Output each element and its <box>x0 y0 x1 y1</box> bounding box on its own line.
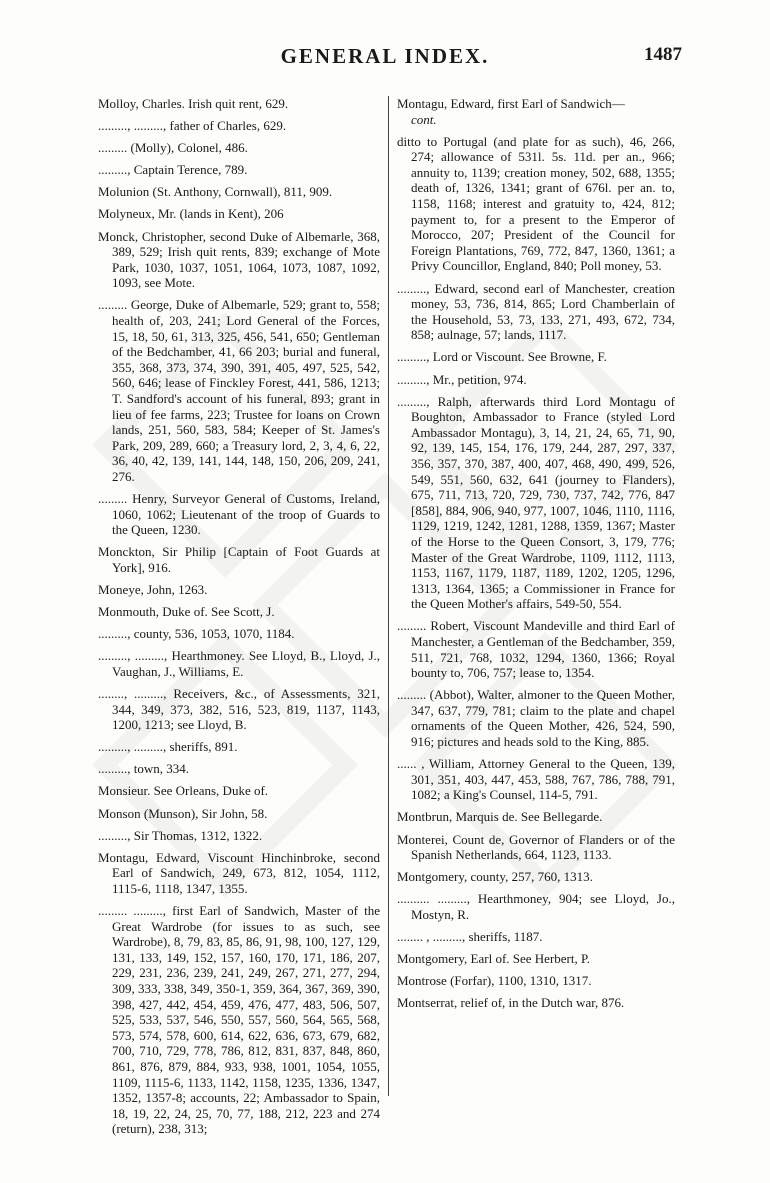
index-entry: Montgomery, county, 257, 760, 1313. <box>397 869 593 885</box>
index-entry: Monterei, Count de, Governor of Flanders or of the Spanish Netherlands, 664, 1123, 1133. <box>397 831 675 863</box>
index-entry: Molyneux, Mr. (lands in Kent), 206 <box>98 206 284 222</box>
index-entry: ........., Captain Terence, 789. <box>98 162 248 178</box>
index-entry: Montrose (Forfar), 1100, 1310, 1317. <box>397 973 592 989</box>
page-title: GENERAL INDEX. <box>280 44 490 68</box>
index-entry: Montgomery, Earl of. See Herbert, P. <box>397 951 591 967</box>
index-entry: .......... ........., Hearthmoney, 904; see Lloyd, Jo., Mostyn, R. <box>397 891 675 922</box>
index-entry: ......... ........., first Earl of Sandwich, Master of the Great Wardrobe (for issues to as such, see Wardrobe), 8, 79, 83, 85, 86, 91, 98, 100, 127, 129, 131, 133, 149, 152, 157, 160, 170, 171, 186, 207, 229, 231, 236, 239, 241, 249, 267, 271, 277, 294, 309, 333, 338, 349, 350-1, 359, 364, 367, 369, 390, 398, 427, 442, 454, 459, 476, 477, 483, 506, 507, 525, 533, 537, 546, 550, 557, 560, 564, 565, 568, 573, 574, 578, 600, 614, 622, 636, 673, 679, 682, 700, 710, 729, 778, 786, 812, 831, 837, 848, 860, 861, 876, 879, 884, 933, 938, 1001, 1054, 1055, 1109, 1115-6, 1133, 1142, 1158, 1235, 1336, 1347, 1352, 1357-8; accounts, 22; Ambassador to Spain, 18, 19, 22, 24, 25, 70, 77, 188, 212, 223 and 274 (return), 238, 313; <box>98 903 380 1137</box>
index-entry: ........., Sir Thomas, 1312, 1322. <box>98 827 263 843</box>
index-entry: Monson (Munson), Sir John, 58. <box>98 805 268 821</box>
index-entry: ........., Lord or Viscount. See Browne, F. <box>397 349 607 365</box>
index-entry: ........, ........., Receivers, &c., of Assessments, 321, 344, 349, 373, 382, 516, 523, 819, 1137, 1143, 1200, 1213; see Lloyd, B. <box>98 686 380 733</box>
index-entry: Monck, Christopher, second Duke of Albemarle, 368, 389, 529; Irish quit rents, 839; exchange of Mote Park, 1030, 1037, 1051, 1064, 1073, 1087, 1092, 1093, see Mote. <box>98 228 380 291</box>
index-entry: ......... Robert, Viscount Mandeville and third Earl of Manchester, a Gentleman of the Bedchamber, 359, 511, 721, 768, 1032, 1294, 1360, 1366; Royal bounty to, 706, 757; lease to, 1354. <box>397 618 675 681</box>
index-entry: ........., town, 334. <box>98 761 189 777</box>
page-number: 1487 <box>644 44 682 65</box>
index-entry: ........., ........., Hearthmoney. See Lloyd, B., Lloyd, J., Vaughan, J., Williams, E. <box>98 648 380 679</box>
index-entry: ...... , William, Attorney General to the Queen, 139, 301, 351, 403, 447, 453, 588, 767, 786, 788, 791, 1082; a King's Counsel, 114-5, 791. <box>397 756 675 803</box>
index-entry: ........., Edward, second earl of Manchester, creation money, 53, 736, 814, 865; Lord Chamberlain of the Household, 53, 73, 133, 271, 493, 672, 734, 858; aulnage, 57; lands, 1117. <box>397 280 675 343</box>
index-entry: Montbrun, Marquis de. See Bellegarde. <box>397 809 603 825</box>
index-entry: ......... (Molly), Colonel, 486. <box>98 140 248 156</box>
index-entry: ........., Mr., petition, 974. <box>397 371 527 387</box>
index-entry: ditto to Portugal (and plate for as such), 46, 266, 274; allowance of 531l. 5s. 11d. per an., 966; annuity to, 1139; creation money, 502, 688, 1355; death of, 1326, 1341; grant of 676l. per an. to, 1158, 1168; interest and gratuity to, 424, 812; payment to, for a present to the Emperor of Morocco, 207; President of the Council for Foreign Plantations, 769, 772, 847, 1360, 1361; a Privy Councillor, England, 840; Poll money, 53. <box>397 133 675 274</box>
index-entry: ........., ........., father of Charles, 629. <box>98 118 287 134</box>
page-header <box>0 44 770 74</box>
index-entry: Moneye, John, 1263. <box>98 582 208 598</box>
index-entry: ........., Ralph, afterwards third Lord Montagu of Boughton, Ambassador to France (styled Lord Ambassador Montagu), 3, 14, 21, 24, 65, 71, 90, 92, 139, 145, 154, 176, 179, 244, 287, 297, 337, 356, 357, 370, 387, 400, 407, 468, 490, 499, 526, 549, 551, 560, 632, 641 (journey to Flanders), 675, 711, 713, 720, 729, 730, 737, 742, 776, 847 [858], 884, 906, 940, 977, 1007, 1046, 1110, 1116, 1129, 1219, 1242, 1281, 1288, 1359, 1367; Master of the Horse to the Queen Consort, 3, 179, 776; Master of the Great Wardrobe, 1109, 1112, 1113, 1153, 1167, 1179, 1187, 1189, 1202, 1205, 1296, 1313, 1364, 1365; a Commissioner in France for the Queen Mother's affairs, 549-50, 554. <box>397 393 675 612</box>
column-divider <box>388 96 389 1096</box>
index-entry: ......... George, Duke of Albemarle, 529; grant to, 558; health of, 203, 241; Lord General of the Forces, 15, 18, 50, 61, 313, 325, 456, 541, 650; Gentleman of the Bedchamber, 41, 66 203; burial and funeral, 355, 368, 373, 374, 390, 391, 405, 497, 525, 542, 560, 646; lease of Finckley Forest, 441, 586, 1213; T. Sandford's account of his funeral, 893; grant in lieu of fee farms, 223; Trustee for loans on Crown lands, 251, 560, 583, 584; Keeper of St. James's Park, 209, 289, 660; a Treasury lord, 2, 3, 4, 6, 22, 36, 40, 42, 139, 141, 144, 148, 150, 206, 209, 241, 276. <box>98 297 380 484</box>
index-entry: Montagu, Edward, Viscount Hinchinbroke, second Earl of Sandwich, 249, 673, 812, 1054, 1112, 1115-6, 1118, 1347, 1355. <box>98 849 380 896</box>
continuation-heading <box>397 96 675 127</box>
index-entry: ........ , ........., sheriffs, 1187. <box>397 929 543 944</box>
index-entry: ........., county, 536, 1053, 1070, 1184. <box>98 626 295 642</box>
index-entry: ......... Henry, Surveyor General of Customs, Ireland, 1060, 1062; Lieutenant of the troop of Guards to the Queen, 1230. <box>98 491 380 538</box>
index-entry: Monsieur. See Orleans, Duke of. <box>98 783 269 799</box>
continuation-heading-text: Montagu, Edward, first Earl of Sandwich— <box>397 96 625 111</box>
index-entry: Monckton, Sir Philip [Captain of Foot Guards at York], 916. <box>98 544 380 575</box>
index-entry: Monmouth, Duke of. See Scott, J. <box>98 604 275 620</box>
index-column-right <box>397 96 675 1017</box>
index-column-left <box>98 96 380 1143</box>
index-entry: ........., ........., sheriffs, 891. <box>98 739 238 755</box>
index-entry: Molloy, Charles. Irish quit rent, 629. <box>98 96 289 111</box>
index-entry: Montserrat, relief of, in the Dutch war, 876. <box>397 995 625 1011</box>
index-entry: ......... (Abbot), Walter, almoner to the Queen Mother, 347, 637, 779, 781; claim to the plate and chapel ornaments of the Queen Mother, 426, 524, 590, 916; pictures and heads sold to the King, 885. <box>397 687 675 750</box>
continuation-note: cont. <box>411 111 437 127</box>
index-entry: Molunion (St. Anthony, Cornwall), 811, 909. <box>98 184 333 200</box>
